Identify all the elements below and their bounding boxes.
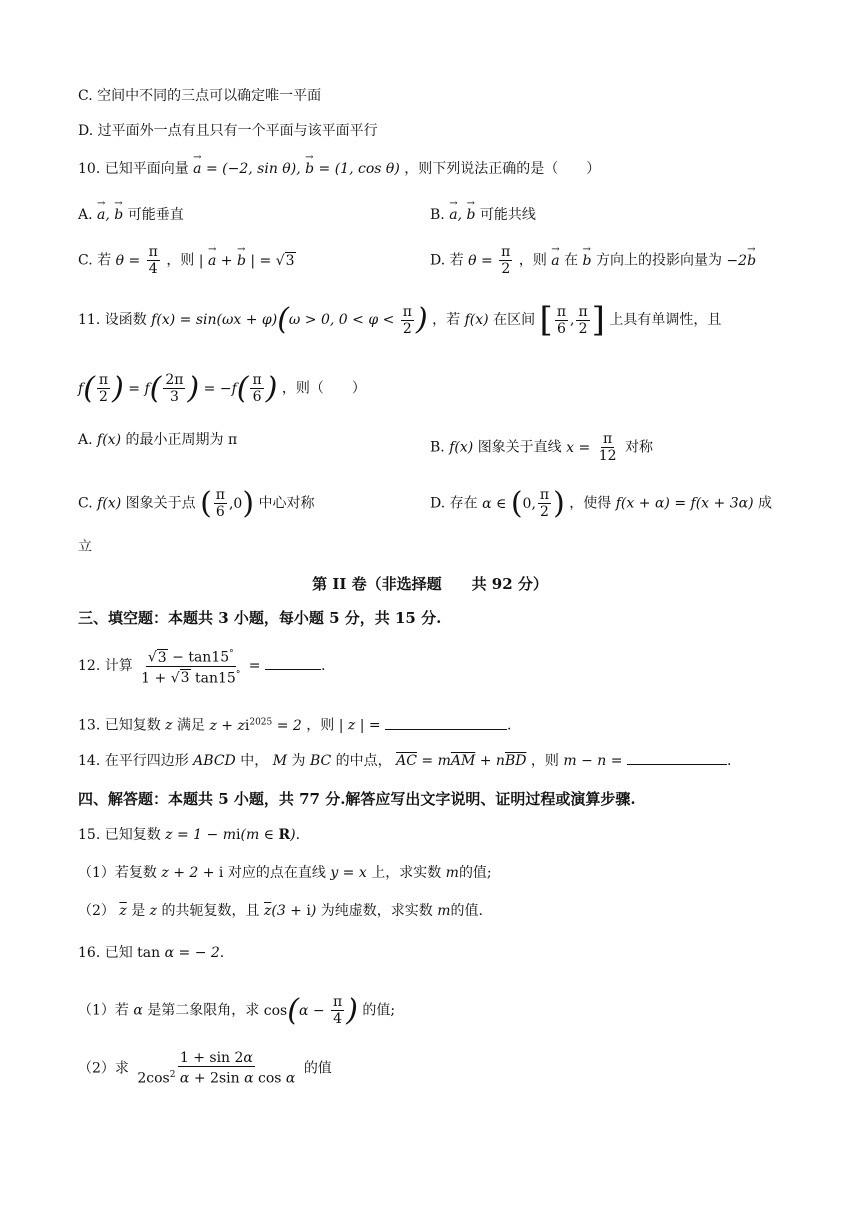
q15-part2-post: 为纯虚数，求实数 (320, 903, 433, 919)
q13-period: . (507, 717, 512, 734)
q14-bc: BC (309, 753, 332, 769)
q9-option-d: D. 过平面外一点有且只有一个平面与该平面平行 (78, 123, 378, 139)
q15-part2-end: 的值. (450, 903, 483, 919)
q11-option-a-pi: π (227, 432, 238, 448)
q13-answer-blank[interactable] (385, 729, 507, 730)
q14-text-mid3: 的中点， (335, 753, 392, 769)
q11-option-b (430, 431, 653, 464)
q11-option-c-point: ( $\frac{\pi}{6}$ ,0) (200, 485, 255, 521)
q14-expr: m − n = (563, 753, 623, 769)
q12-text: 计算 (104, 658, 133, 675)
q15-part1-expr: z + 2 + i (161, 865, 224, 881)
q9-option-c: C. 空间中不同的三点可以确定唯一平面 (78, 88, 322, 104)
q10-option-b-formula: → a, → b (449, 207, 475, 223)
q15-part2 (78, 902, 483, 920)
q11-condition-post: ，则（ ） (281, 380, 366, 397)
q10-option-b-text: 可能共线 (479, 207, 536, 223)
q16-part2-pre: 求 (114, 1060, 129, 1077)
q11-option-d-alpha: α ∈ (0, $\frac{\pi}{2}$ ) (482, 485, 565, 521)
q13-formula: $z + zi^{2025} = 2$ (209, 717, 302, 734)
q11-option-b-text: 图象关于直线 (477, 439, 562, 456)
q13-number: 13. (78, 717, 101, 734)
q15-stem (78, 826, 300, 844)
q15-part2-expr: $\overline{z}(3 + i)$ (263, 903, 317, 919)
q16-part1 (78, 994, 395, 1027)
q14 (78, 752, 731, 770)
q15-part1-m: m (445, 865, 459, 881)
q11-condition (78, 372, 366, 405)
q12-answer-blank[interactable] (265, 669, 321, 670)
q14-abcd: ABCD (193, 753, 236, 769)
q16-part1-pre: 若 (114, 1002, 129, 1019)
q16-number: 16. (78, 945, 101, 961)
q11-option-c (78, 487, 315, 520)
q11-condition-formula: f( $\frac{\pi}{2}$ ) = f( $\frac{2\pi}{3}$ ) = −f( $\frac{\pi}{6}$ ) (78, 370, 278, 406)
q16-formula: tan α = − 2 (137, 945, 220, 961)
q10-option-b (430, 206, 536, 224)
q16-part1-alpha: α (133, 1002, 143, 1019)
q10-option-a-label: A. (78, 207, 93, 223)
section4-heading: 四、解答题：本题共 5 小题，共 77 分.解答应写出文字说明、证明过程或演算步骤. (78, 790, 636, 808)
q14-m: M (272, 753, 288, 769)
q14-text-mid: 中， (240, 753, 269, 769)
q10-option-c-label: C. (78, 252, 93, 269)
q10-option-d-mid: ，则 (518, 252, 547, 269)
q16-period: . (219, 945, 225, 961)
q10-option-d-pre: 若 (449, 252, 464, 269)
q11-option-c-label: C. (78, 495, 93, 512)
q10-number: 10. (78, 161, 101, 177)
q15-part1-line: y = x (330, 865, 367, 881)
q15-number: 15. (78, 827, 101, 843)
q10-option-c (78, 244, 296, 277)
q15-part2-label: （2） (78, 903, 115, 919)
q11-fx: f(x) (464, 312, 489, 328)
q16-part2 (78, 1050, 332, 1087)
q16-part1-post: 的值; (362, 1002, 396, 1019)
q10-option-d-theta: θ = $\frac{\pi}{2}$ (468, 244, 511, 277)
q14-vector-eq: $\overline{AC} = m\overline{AM} + n\overline{BD}$ (396, 753, 527, 769)
q11-option-d-wrap: 立 (78, 539, 92, 555)
q15-part2-pre: 是 (131, 903, 146, 919)
q10-option-c-theta: θ = $\frac{\pi}{4}$ (115, 244, 158, 277)
q15-part1-pre: 若复数 (114, 865, 157, 881)
q15-part2-m: m (437, 903, 451, 919)
q10-option-c-pre: 若 (97, 252, 112, 269)
q10-option-d-mid2: 在 (564, 252, 579, 269)
q10-stem-post: ，则下列说法正确的是（ ） (404, 161, 601, 177)
q16-stem (78, 944, 224, 962)
q12 (78, 646, 325, 686)
q10-stem-pre: 已知平面向量 (104, 161, 189, 177)
q14-text-mid2: 为 (291, 753, 306, 769)
q10-option-d-label: D. (430, 252, 446, 269)
q11-option-d-label: D. (430, 495, 446, 512)
q10-stem (78, 160, 600, 178)
q11-option-d-formula: f(x + α) = f(x + 3α) (615, 495, 754, 512)
q11-option-b-line: x = $\frac{\pi}{12}$ (566, 431, 617, 464)
q13-abs: | z | = (338, 717, 381, 734)
q11-option-a-text: 的最小正周期为 (125, 432, 224, 448)
q15-formula: z = 1 − mi(m ∈ R) (165, 827, 296, 843)
q13-text-mid2: ，则 (306, 717, 335, 734)
q11-option-a-fx: f(x) (97, 432, 122, 448)
q10-option-d (430, 244, 756, 277)
q11-option-d (430, 487, 772, 520)
q13-z: z (165, 717, 173, 734)
q11-option-a (78, 431, 237, 449)
q11-option-b-post: 对称 (624, 439, 653, 456)
part2-title: 第 II 卷（非选择题 共 92 分） (312, 575, 548, 593)
q10-option-d-post: 方向上的投影向量为 (595, 252, 722, 269)
q10-option-c-formula: | → a + → b | = √3 (199, 253, 296, 269)
q15-part1-mid: 对应的点在直线 (227, 865, 326, 881)
q11-stem-post: 上具有单调性，且 (609, 312, 722, 328)
q11-option-b-label: B. (430, 439, 445, 456)
q12-period: . (320, 658, 326, 675)
q16-part1-expr: cos(α − $\frac{\pi}{4}$ ) (263, 992, 358, 1028)
q11-option-c-text: 图象关于点 (125, 495, 196, 512)
q10-option-d-answer: −2→ b (726, 253, 756, 269)
q14-text-pre: 在平行四边形 (104, 753, 189, 769)
q15-part2-mid: 的共轭复数，且 (161, 903, 260, 919)
q11-option-c-post: 中心对称 (258, 495, 315, 512)
q13-text-pre: 已知复数 (104, 717, 161, 734)
q16-part1-mid: 是第二象限角，求 (147, 1002, 260, 1019)
q12-formula: $\frac{√3 - \tan 15^\circ}{1 + √3 \tan 15^\circ}$ = (137, 658, 265, 674)
q16-part1-label: （1） (78, 1002, 115, 1019)
q13 (78, 713, 512, 735)
q10-option-a-formula: → a, → b (97, 207, 123, 223)
q11-stem-mid: ，若 (432, 312, 461, 328)
q10-option-a-text: 可能垂直 (127, 207, 184, 223)
q10-option-a (78, 206, 184, 224)
q15-stem-pre: 已知复数 (104, 827, 161, 843)
q11-option-c-fx: f(x) (97, 495, 122, 512)
q14-number: 14. (78, 753, 101, 769)
q16-part2-label: （2） (78, 1060, 115, 1077)
q11-option-d-text: 存在 (449, 495, 478, 512)
q13-text-mid: 满足 (177, 717, 206, 734)
q11-number: 11. (78, 312, 101, 328)
q14-period: . (726, 753, 732, 769)
q14-answer-blank[interactable] (627, 764, 727, 765)
q15-part1-label: （1） (78, 865, 115, 881)
q15-part2-zbar: $\overline{z}$ (119, 903, 127, 919)
section3-heading: 三、填空题：本题共 3 小题，每小题 5 分，共 15 分. (78, 609, 442, 627)
q11-interval: [ $\frac{\pi}{6}$ , $\frac{\pi}{2}$ ] (539, 300, 605, 340)
q12-number: 12. (78, 658, 101, 675)
q10-option-b-label: B. (430, 207, 445, 223)
q11-option-d-mid: ，使得 (569, 495, 612, 512)
q16-part2-expr: $\frac{1 + \sin 2\alpha}{2\cos^2 \alpha + 2\sin \alpha \cos \alpha}$ (137, 1050, 296, 1087)
q15-part1-end: 的值; (458, 865, 492, 881)
q14-text-mid4: ，则 (530, 753, 559, 769)
q16-part2-post: 的值 (303, 1060, 332, 1077)
q11-option-a-label: A. (78, 432, 93, 448)
q15-part2-z: z (149, 903, 158, 919)
q11-function-def: f(x) = sin(ωx + φ)(ω > 0, 0 < φ < $\frac{\pi}{2}$ ) (151, 302, 428, 337)
q11-option-d-post: 成 (758, 495, 772, 512)
q11-stem-pre: 设函数 (104, 312, 147, 328)
q15-period: . (295, 827, 301, 843)
q11-option-b-fx: f(x) (449, 439, 474, 456)
q16-stem-pre: 已知 (104, 945, 133, 961)
q10-option-d-vec-a: → a (551, 252, 559, 270)
q15-part1 (78, 864, 492, 882)
q11-stem-mid2: 在区间 (493, 312, 536, 328)
q11-stem (78, 300, 722, 340)
q10-vectors-formula: → a = (−2, sin θ), → b = (1, cos θ) (193, 161, 400, 177)
q10-option-d-vec-b: → b (583, 252, 592, 270)
q15-part1-post: 上，求实数 (371, 865, 442, 881)
q10-option-c-mid: ，则 (166, 252, 195, 269)
